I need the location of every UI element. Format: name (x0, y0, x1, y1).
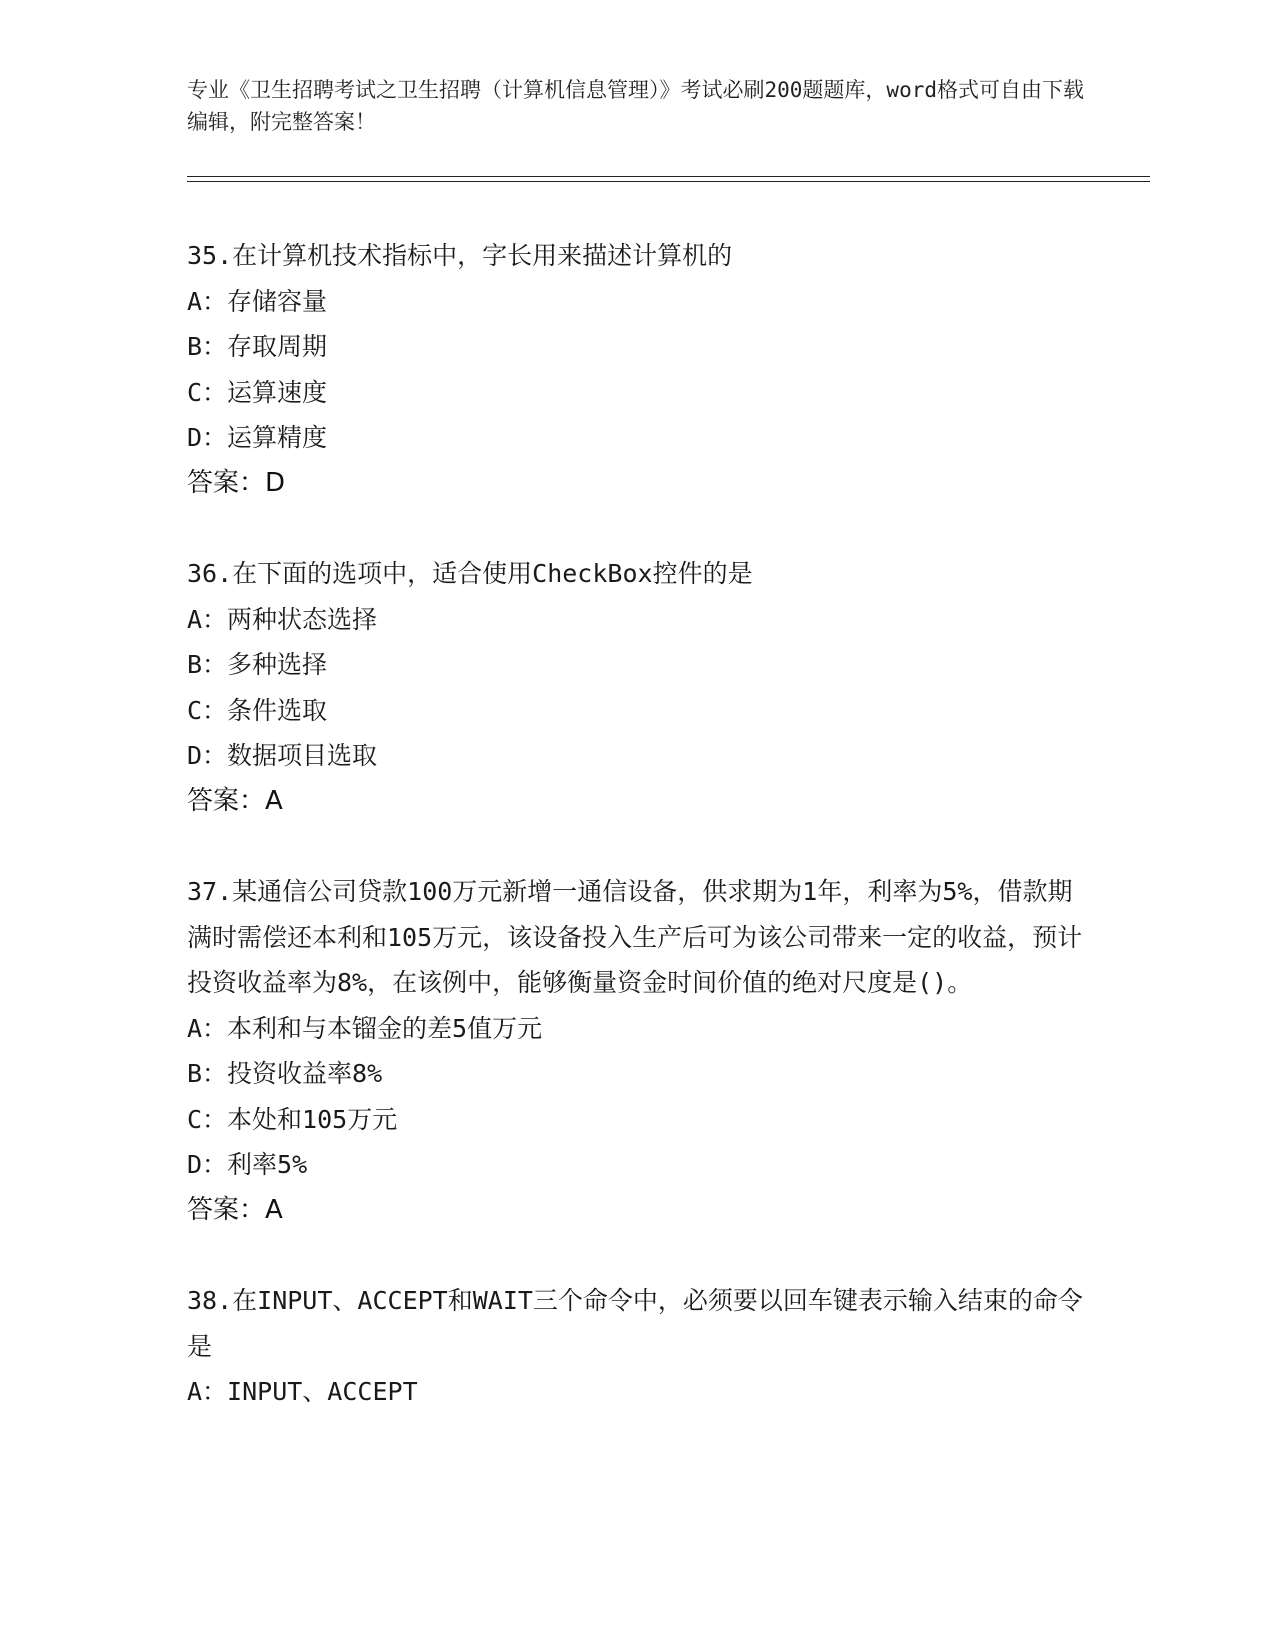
option-c: C：运算速度 (187, 377, 328, 407)
question-37 (187, 869, 1087, 1233)
answer-line: 答案：A (187, 1194, 283, 1225)
answer-line: 答案：A (187, 785, 283, 816)
option-b: B：多种选择 (187, 650, 328, 679)
header-divider-bottom (187, 181, 1150, 182)
option-d: D：运算精度 (187, 423, 328, 452)
option-a: A：两种状态选择 (187, 604, 378, 634)
question-list (187, 233, 1087, 1460)
question-stem: 36.在下面的选项中，适合使用CheckBox控件的是 (187, 559, 753, 588)
question-38 (187, 1278, 1087, 1415)
answer-line: 答案：D (187, 467, 286, 498)
option-a: A：INPUT、ACCEPT (187, 1377, 418, 1406)
option-c: C：条件选取 (187, 695, 328, 725)
option-b: B：投资收益率8% (187, 1059, 383, 1088)
option-a: A：存储容量 (187, 286, 328, 316)
question-35 (187, 233, 1087, 506)
question-stem: 37.某通信公司贷款100万元新增一通信设备，供求期为1年，利率为5%，借款期满时需偿还本利和105万元，该设备投入生产后可为该公司带来一定的收益，预计投资收益率为8%，在该例中，能够衡量资金时间价值的绝对尺度是()。 (187, 877, 1083, 997)
document-header: 专业《卫生招聘考试之卫生招聘（计算机信息管理）》考试必刷200题题库，word格式可自由下载编辑，附完整答案！ (187, 78, 1084, 134)
option-c: C：本处和105万元 (187, 1104, 398, 1134)
question-36 (187, 551, 1087, 824)
option-a: A：本利和与本镏金的差5值万元 (187, 1013, 543, 1043)
option-d: D：利率5% (187, 1150, 308, 1179)
header-divider-top (187, 176, 1150, 177)
option-b: B：存取周期 (187, 332, 328, 361)
option-d: D：数据项目选取 (187, 741, 378, 770)
question-stem: 38.在INPUT、ACCEPT和WAIT三个命令中，必须要以回车键表示输入结束的命令是 (187, 1286, 1083, 1361)
question-stem: 35.在计算机技术指标中，字长用来描述计算机的 (187, 241, 733, 270)
